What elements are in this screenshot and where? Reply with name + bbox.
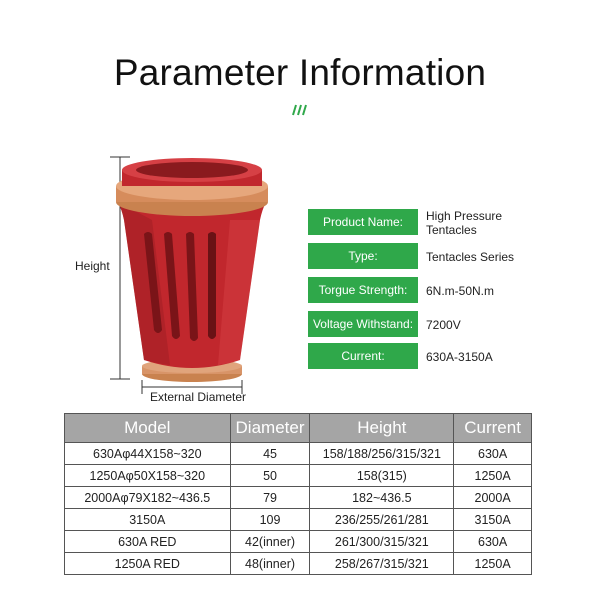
table-header-row [65,414,532,443]
cell-model: 3150A [65,509,231,531]
header-height: Height [310,414,454,443]
cell-diameter: 45 [230,443,310,465]
spec-voltage-label: Voltage Withstand: [308,311,418,337]
cell-model: 1250Aφ50X158~320 [65,465,231,487]
spec-voltage-value: 7200V [426,318,461,332]
table-row [65,443,532,465]
cell-diameter: 79 [230,487,310,509]
accent-slashes-icon [292,104,308,116]
table-row [65,553,532,575]
cell-current: 2000A [454,487,532,509]
spec-product-name-value [426,209,502,237]
cell-model: 630Aφ44X158~320 [65,443,231,465]
cell-diameter: 42(inner) [230,531,310,553]
spec-value-line: High Pressure [426,209,503,223]
cell-current: 1250A [454,465,532,487]
cell-diameter: 48(inner) [230,553,310,575]
table-row [65,531,532,553]
cell-height: 236/255/261/281 [310,509,454,531]
height-label: Height [75,259,110,273]
spec-torque-value: 6N.m-50N.m [426,284,495,298]
spec-current-value: 630A-3150A [426,350,493,364]
cell-model: 2000Aφ79X182~436.5 [65,487,231,509]
spec-type-value: Tentacles Series [426,250,515,264]
header-model: Model [65,414,231,443]
header-diameter: Diameter [230,414,310,443]
cell-height: 158/188/256/315/321 [310,443,454,465]
cell-current: 1250A [454,553,532,575]
cell-model: 1250A RED [65,553,231,575]
external-diameter-label: External Diameter [150,390,247,404]
cell-height: 258/267/315/321 [310,553,454,575]
cell-current: 630A [454,443,532,465]
spec-type-label: Type: [308,243,418,269]
cell-diameter: 109 [230,509,310,531]
cell-diameter: 50 [230,465,310,487]
product-diagram [100,150,300,400]
cell-height: 158(315) [310,465,454,487]
header-current: Current [454,414,532,443]
table-row [65,487,532,509]
cell-current: 630A [454,531,532,553]
parameter-table [64,413,532,575]
cell-current: 3150A [454,509,532,531]
cell-model: 630A RED [65,531,231,553]
spec-product-name-label: Product Name: [308,209,418,235]
page-title: Parameter Information [113,52,487,93]
table-row [65,509,532,531]
spec-value-line: Tentacles [426,223,477,237]
red-copper-tentacle-contact-icon [116,158,268,382]
cell-height: 261/300/315/321 [310,531,454,553]
cell-height: 182~436.5 [310,487,454,509]
spec-current-label: Current: [308,343,418,369]
spec-torque-label: Torgue Strength: [308,277,418,303]
table-row [65,465,532,487]
